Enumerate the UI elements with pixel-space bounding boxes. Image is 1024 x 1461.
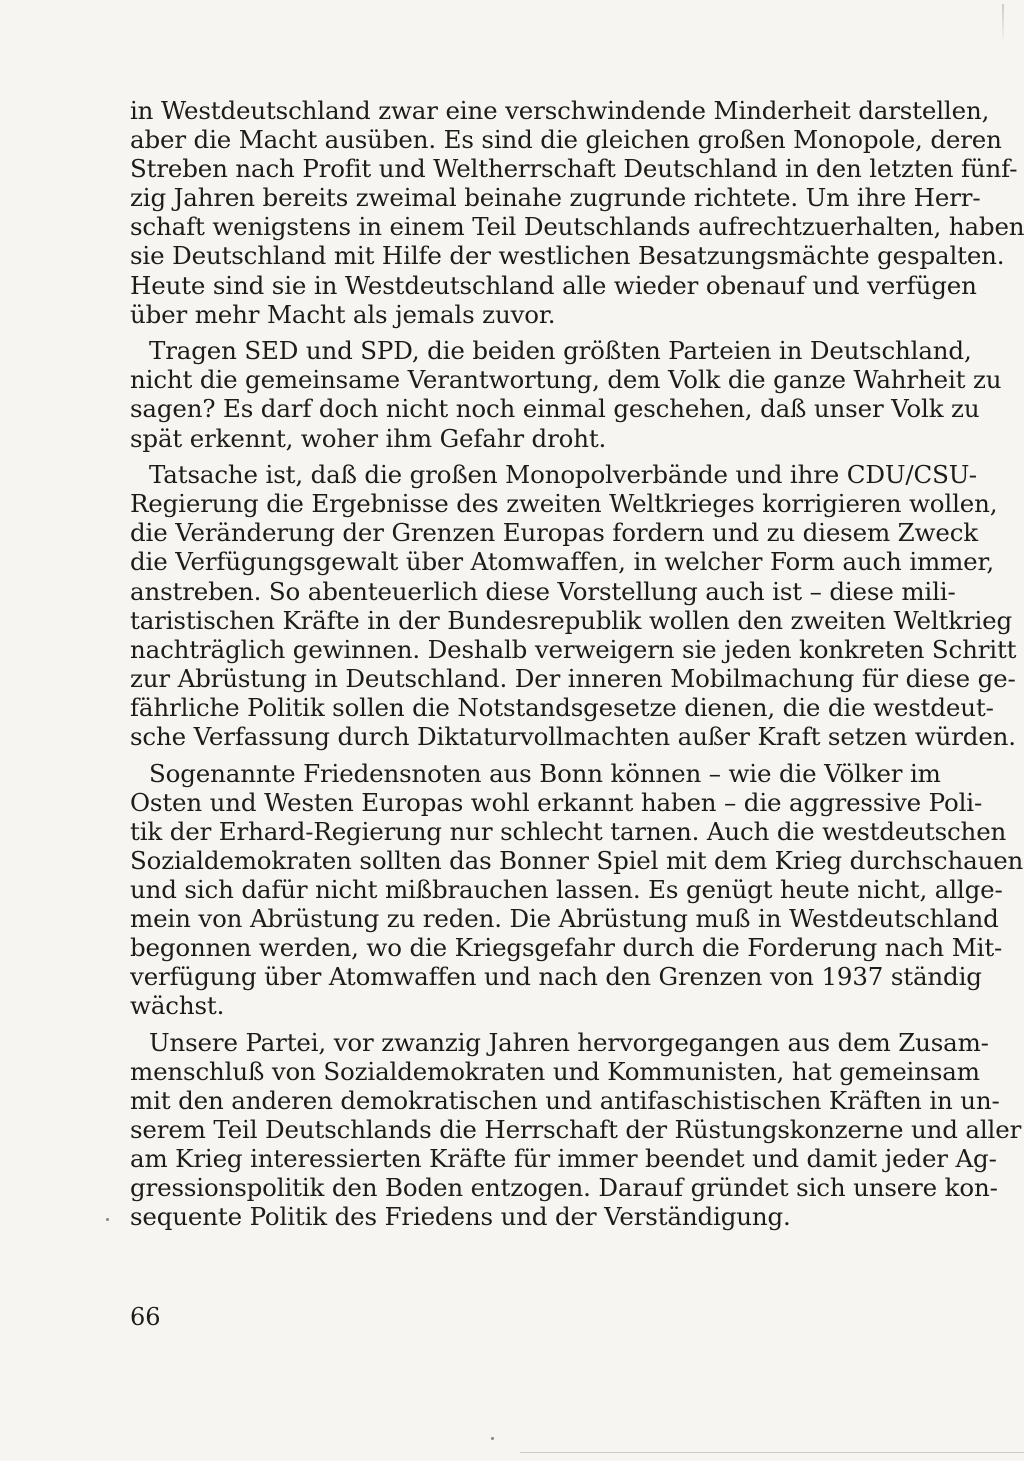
text-line: die Veränderung der Grenzen Europas fordern und zu diesem Zweck	[130, 518, 978, 548]
text-line: menschluß von Sozialdemokraten und Kommunisten, hat gemeinsam	[130, 1057, 980, 1086]
text-line: sche Verfassung durch Diktaturvollmachten außer Kraft setzen würden.	[130, 721, 1016, 751]
text-line: die Verfügungsgewalt über Atomwaffen, in welcher Form auch immer,	[130, 547, 995, 577]
text-line: Osten und Westen Europas wohl erkannt haben – die aggressive Poli-	[130, 787, 983, 817]
text-line: verfügung über Atomwaffen und nach den Grenzen von 1937 ständig	[130, 962, 982, 992]
page-number: 66	[130, 1303, 161, 1331]
text-line: spät erkennt, woher ihm Gefahr droht.	[130, 423, 607, 453]
text-line: und sich dafür nicht mißbrauchen lassen. Es genügt heute nicht, allge-	[130, 874, 1003, 904]
text-line: wächst.	[130, 991, 225, 1021]
scan-bottom-edge	[520, 1452, 1024, 1453]
text-line: mein von Abrüstung zu reden. Die Abrüstung muß in Westdeutschland	[130, 904, 999, 934]
text-line: sie Deutschland mit Hilfe der westlichen Besatzungsmächte gespalten.	[130, 241, 1005, 271]
scan-edge-mark	[1002, 4, 1004, 44]
text-line: zur Abrüstung in Deutschland. Der inneren Mobilmachung für diese ge-	[130, 663, 1016, 693]
paragraph	[130, 1027, 1022, 1232]
scan-speck	[491, 1437, 494, 1440]
text-line: nachträglich gewinnen. Deshalb verweigern sie jeden konkreten Schritt	[130, 634, 1017, 664]
text-line: zig Jahren bereits zweimal beinahe zugrunde richtete. Um ihre Herr-	[130, 183, 981, 213]
text-line: begonnen werden, wo die Kriegsgefahr durch die Forderung nach Mit-	[130, 933, 1003, 963]
scan-speck	[106, 1218, 109, 1221]
text-line: serem Teil Deutschlands die Herrschaft der Rüstungskonzerne und aller	[130, 1115, 1022, 1145]
paragraph	[130, 460, 1017, 751]
body-text	[130, 96, 1024, 1239]
text-line: Sozialdemokraten sollten das Bonner Spiel mit dem Krieg durchschauen	[130, 845, 1024, 875]
text-line: Unsere Partei, vor zwanzig Jahren hervorgegangen aus dem Zusam-	[149, 1027, 989, 1057]
text-line: taristischen Kräfte in der Bundesrepublik wollen den zweiten Weltkrieg	[130, 605, 1013, 635]
paragraph	[130, 336, 1002, 453]
text-line: gressionspolitik den Boden entzogen. Darauf gründet sich unsere kon-	[130, 1173, 998, 1203]
text-line: anstreben. So abenteuerlich diese Vorstellung auch ist – diese mili-	[130, 576, 956, 606]
text-line: fährliche Politik sollen die Notstandsgesetze dienen, die die westdeut-	[130, 692, 994, 722]
text-line: nicht die gemeinsame Verantwortung, dem Volk die ganze Wahrheit zu	[130, 365, 1002, 395]
text-line: in Westdeutschland zwar eine verschwindende Minderheit darstellen,	[130, 96, 990, 125]
text-line: Regierung die Ergebnisse des zweiten Weltkrieges korrigieren wollen,	[130, 489, 998, 519]
text-line: sagen? Es darf doch nicht noch einmal geschehen, daß unser Volk zu	[130, 394, 980, 424]
text-line: aber die Macht ausüben. Es sind die gleichen großen Monopole, deren	[130, 125, 1002, 155]
text-line: tik der Erhard-Regierung nur schlecht tarnen. Auch die westdeutschen	[130, 816, 1007, 846]
text-line: Tragen SED und SPD, die beiden größten Parteien in Deutschland,	[149, 336, 972, 366]
text-line: über mehr Macht als jemals zuvor.	[130, 299, 556, 329]
text-line: Streben nach Profit und Weltherrschaft Deutschland in den letzten fünf-	[130, 154, 1018, 184]
text-line: Sogenannte Friedensnoten aus Bonn können – wie die Völker im	[149, 758, 941, 788]
text-line: Tatsache ist, daß die großen Monopolverbände und ihre CDU/CSU-	[149, 460, 977, 490]
text-line: sequente Politik des Friedens und der Verständigung.	[130, 1202, 791, 1232]
paragraph	[130, 96, 1024, 329]
text-line: Heute sind sie in Westdeutschland alle wieder obenauf und verfügen	[130, 270, 977, 300]
text-line: mit den anderen demokratischen und antifaschistischen Kräften in un-	[130, 1086, 1000, 1116]
paragraph	[130, 758, 1024, 1021]
text-line: schaft wenigstens in einem Teil Deutschlands aufrechtzuerhalten, haben	[130, 212, 1024, 242]
text-line: am Krieg interessierten Kräfte für immer beendet und damit jeder Ag-	[130, 1144, 997, 1174]
